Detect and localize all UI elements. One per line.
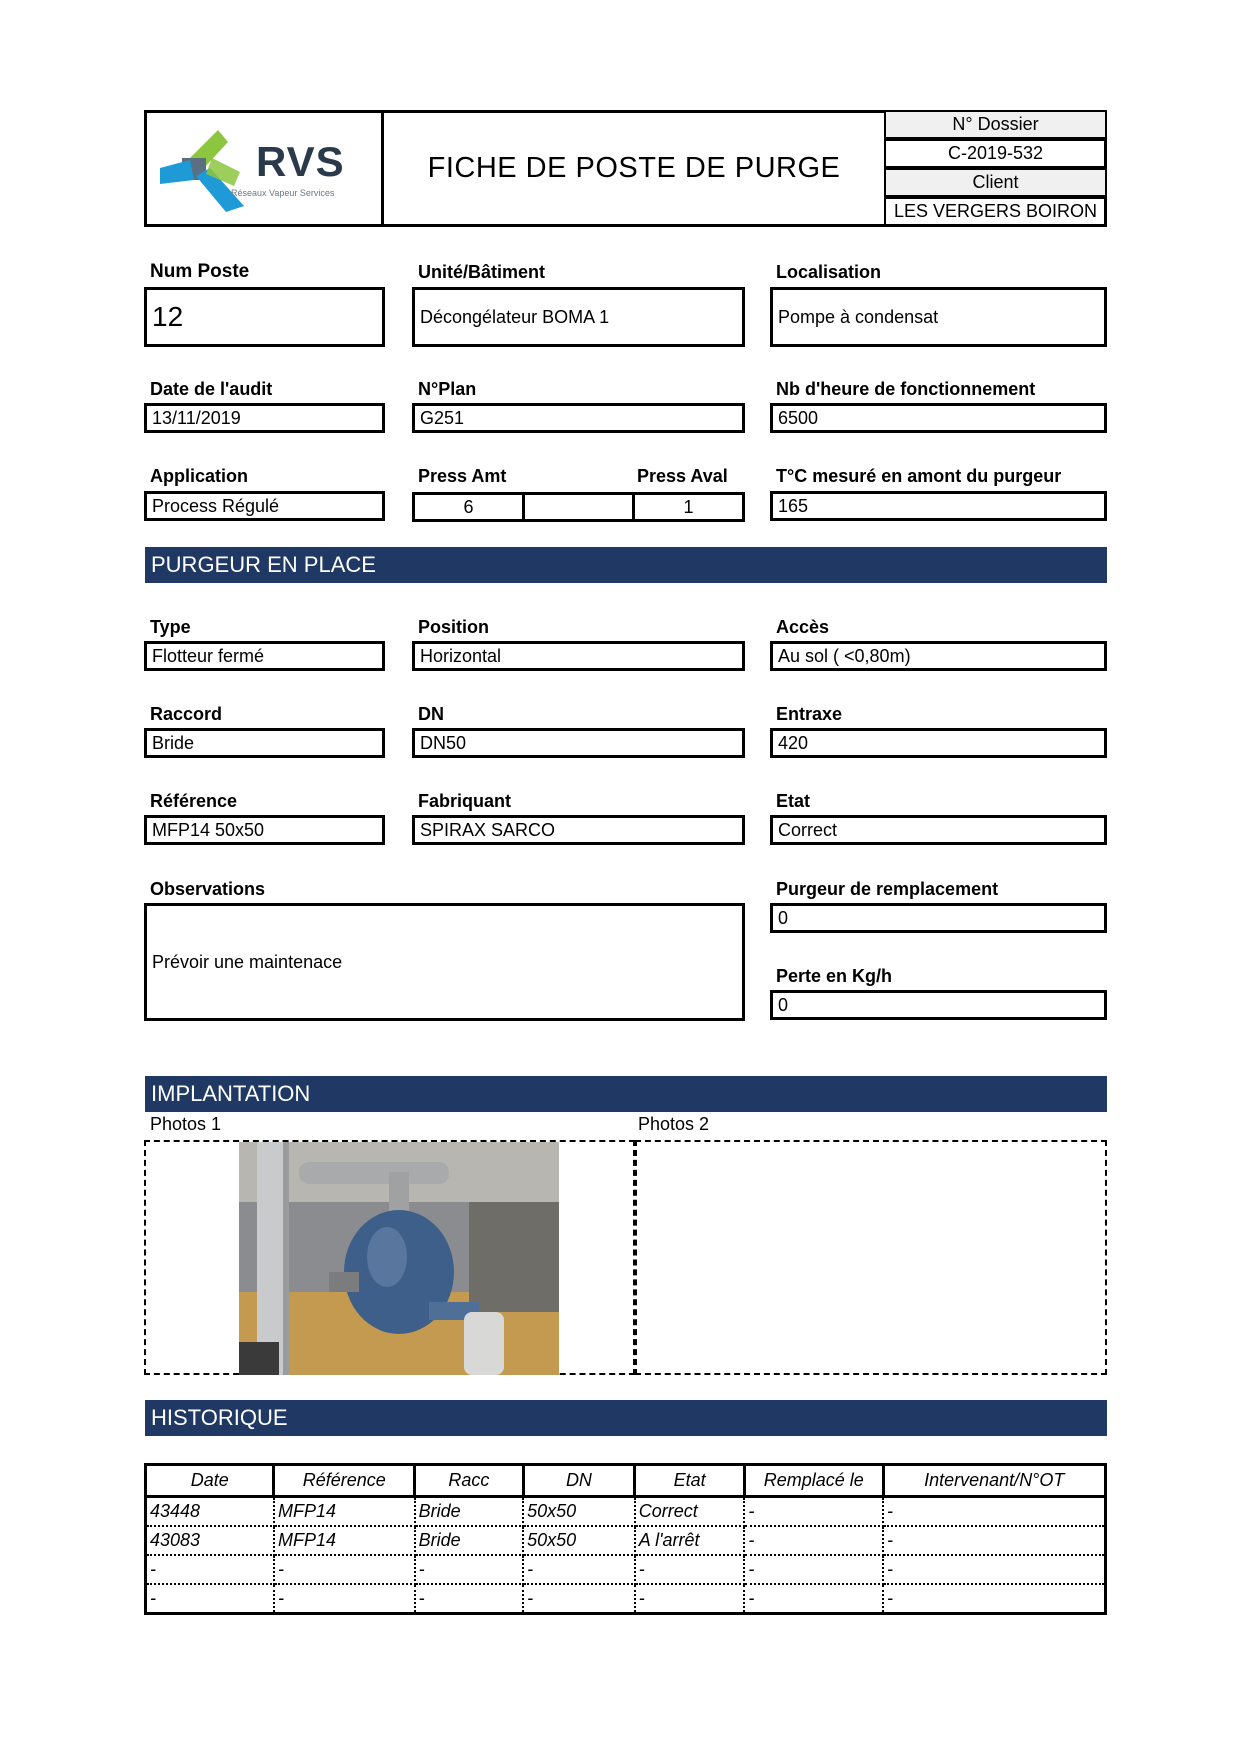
perte-label: Perte en Kg/h — [776, 966, 893, 986]
dn-field: DN50 — [412, 728, 745, 758]
photo2-label: Photos 2 — [638, 1114, 710, 1134]
cell-date: 43448 — [146, 1497, 274, 1527]
cell-etat: Correct — [635, 1497, 745, 1527]
table-row — [146, 1526, 1106, 1555]
acces-label: Accès — [776, 617, 830, 637]
cell-etat: - — [635, 1584, 745, 1614]
rvs-logo-icon — [160, 128, 255, 213]
cell-dn: - — [523, 1584, 635, 1614]
cell-intervenant: - — [883, 1584, 1105, 1614]
etat-label: Etat — [776, 791, 811, 811]
type-label: Type — [150, 617, 191, 637]
col-reference: Référence — [274, 1465, 415, 1497]
entraxe-field: 420 — [770, 728, 1107, 758]
num-poste-field: 12 — [144, 287, 385, 347]
section-purgeur: PURGEUR EN PLACE — [145, 547, 1107, 583]
cell-remplace: - — [744, 1497, 883, 1527]
etat-field: Correct — [770, 815, 1107, 845]
position-label: Position — [418, 617, 489, 637]
reference-field: MFP14 50x50 — [144, 815, 385, 845]
cell-reference: - — [274, 1555, 415, 1584]
cell-date: - — [146, 1555, 274, 1584]
remplacement-label: Purgeur de remplacement — [776, 879, 999, 899]
temperature-label: T°C mesuré en amont du purgeur — [776, 466, 1062, 486]
cell-intervenant: - — [883, 1497, 1105, 1527]
col-intervenant: Intervenant/N°OT — [883, 1465, 1105, 1497]
cell-racc: Bride — [415, 1526, 524, 1555]
dossier-value: C-2019-532 — [884, 139, 1107, 168]
cell-racc: - — [415, 1584, 524, 1614]
cell-reference: MFP14 — [274, 1526, 415, 1555]
cell-racc: - — [415, 1555, 524, 1584]
reference-label: Référence — [150, 791, 238, 811]
cell-intervenant: - — [883, 1526, 1105, 1555]
press-mid-field — [522, 495, 632, 519]
client-value: LES VERGERS BOIRON — [884, 197, 1107, 226]
press-amt-label: Press Amt — [418, 466, 507, 486]
perte-field: 0 — [770, 990, 1107, 1020]
date-audit-field: 13/11/2019 — [144, 403, 385, 433]
table-row — [146, 1555, 1106, 1584]
fabriquant-field: SPIRAX SARCO — [412, 815, 745, 845]
press-amt-field: 6 — [463, 496, 474, 517]
steam-trap-photo — [239, 1142, 559, 1375]
raccord-label: Raccord — [150, 704, 223, 724]
press-aval-label: Press Aval — [637, 466, 728, 486]
logo-text: RVS — [256, 138, 345, 185]
heures-field: 6500 — [770, 403, 1107, 433]
cell-etat: A l'arrêt — [635, 1526, 745, 1555]
cell-dn: 50x50 — [523, 1497, 635, 1527]
photo1-label: Photos 1 — [150, 1114, 222, 1134]
pressure-fields — [412, 492, 745, 522]
col-remplace: Remplacé le — [744, 1465, 883, 1497]
page-title: FICHE DE POSTE DE PURGE — [427, 152, 841, 184]
acces-field: Au sol ( <0,80m) — [770, 641, 1107, 671]
heures-label: Nb d'heure de fonctionnement — [776, 379, 1036, 399]
cell-date: - — [146, 1584, 274, 1614]
type-field: Flotteur fermé — [144, 641, 385, 671]
raccord-field: Bride — [144, 728, 385, 758]
cell-racc: Bride — [415, 1497, 524, 1527]
cell-remplace: - — [744, 1555, 883, 1584]
logo-subtitle: Réseaux Vapeur Services — [231, 188, 335, 198]
application-field: Process Régulé — [144, 491, 385, 521]
observations-field: Prévoir une maintenace — [144, 903, 745, 1021]
dossier-label: N° Dossier — [884, 110, 1107, 139]
client-label: Client — [884, 168, 1107, 197]
cell-dn: - — [523, 1555, 635, 1584]
remplacement-field: 0 — [770, 903, 1107, 933]
section-implantation: IMPLANTATION — [145, 1076, 1107, 1112]
cell-reference: MFP14 — [274, 1497, 415, 1527]
col-etat: Etat — [635, 1465, 745, 1497]
cell-dn: 50x50 — [523, 1526, 635, 1555]
logo-area — [144, 110, 384, 227]
press-aval-field: 1 — [632, 495, 742, 519]
entraxe-label: Entraxe — [776, 704, 843, 724]
unite-field: Décongélateur BOMA 1 — [412, 287, 745, 347]
cell-etat: - — [635, 1555, 745, 1584]
application-label: Application — [150, 466, 248, 486]
date-audit-label: Date de l'audit — [150, 379, 273, 399]
position-field: Horizontal — [412, 641, 745, 671]
history-header-row — [146, 1465, 1106, 1497]
cell-remplace: - — [744, 1584, 883, 1614]
unite-label: Unité/Bâtiment — [418, 262, 546, 282]
temperature-field: 165 — [770, 491, 1107, 521]
plan-field: G251 — [412, 403, 745, 433]
table-row — [146, 1497, 1106, 1527]
observations-label: Observations — [150, 879, 266, 899]
localisation-label: Localisation — [776, 262, 882, 282]
history-table — [144, 1463, 1107, 1615]
cell-remplace: - — [744, 1526, 883, 1555]
cell-reference: - — [274, 1584, 415, 1614]
col-date: Date — [146, 1465, 274, 1497]
col-racc: Racc — [415, 1465, 524, 1497]
num-poste-label: Num Poste — [150, 261, 250, 282]
dn-label: DN — [418, 704, 444, 724]
photo2-frame — [635, 1140, 1107, 1375]
col-dn: DN — [523, 1465, 635, 1497]
plan-label: N°Plan — [418, 379, 477, 399]
cell-intervenant: - — [883, 1555, 1105, 1584]
section-historique: HISTORIQUE — [145, 1400, 1107, 1436]
fabriquant-label: Fabriquant — [418, 791, 511, 811]
localisation-field: Pompe à condensat — [770, 287, 1107, 347]
table-row — [146, 1584, 1106, 1614]
photo1-frame — [144, 1140, 635, 1375]
cell-date: 43083 — [146, 1526, 274, 1555]
